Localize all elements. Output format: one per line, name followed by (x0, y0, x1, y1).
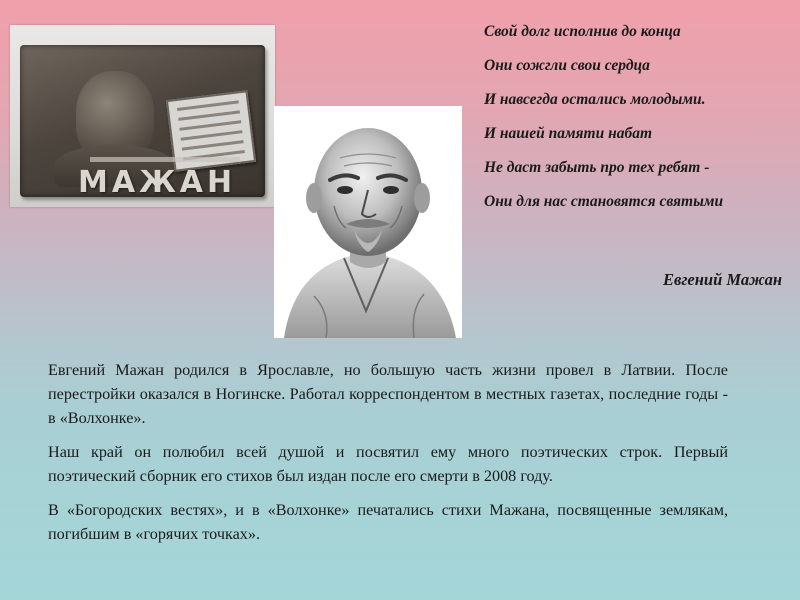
poem (484, 22, 784, 226)
plaque-name-text: МАЖАН (78, 165, 237, 200)
poem-line: Не даст забыть про тех ребят - (484, 159, 710, 176)
poem-line: Они сожгли свои сердца (484, 57, 650, 74)
plaque-board (20, 45, 265, 200)
poem-line: И нашей памяти набат (484, 125, 652, 142)
bio-paragraph: В «Богородских вестях», и в «Волхонке» печатались стихи Мажана, посвященные землякам, погибшим в «горячих точках». (48, 501, 728, 543)
poem-line: Они для нас становятся святыми (484, 193, 724, 210)
memorial-plaque-image (10, 25, 275, 207)
poem-author: Евгений Мажан (662, 270, 782, 289)
portrait-drawing-image (274, 106, 462, 338)
bio-paragraph: Наш край он полюбил всей душой и посвятил ему много поэтических строк. Первый поэтический сборник его стихов был издан после его смерти в 2008 году. (48, 443, 728, 485)
plaque-subtitle-line (90, 157, 240, 162)
portrait-sketch-icon (274, 106, 462, 338)
poem-line: Свой долг исполнив до конца (484, 23, 681, 40)
biography-text (48, 358, 728, 556)
poem-line: И навсегда остались молодыми. (484, 91, 706, 108)
bio-paragraph: Евгений Мажан родился в Ярославле, но большую часть жизни провел в Латвии. После перестройки оказался в Ногинске. Работал корреспондентом в местных газетах, последние годы - в «Волхонке». (48, 361, 728, 427)
